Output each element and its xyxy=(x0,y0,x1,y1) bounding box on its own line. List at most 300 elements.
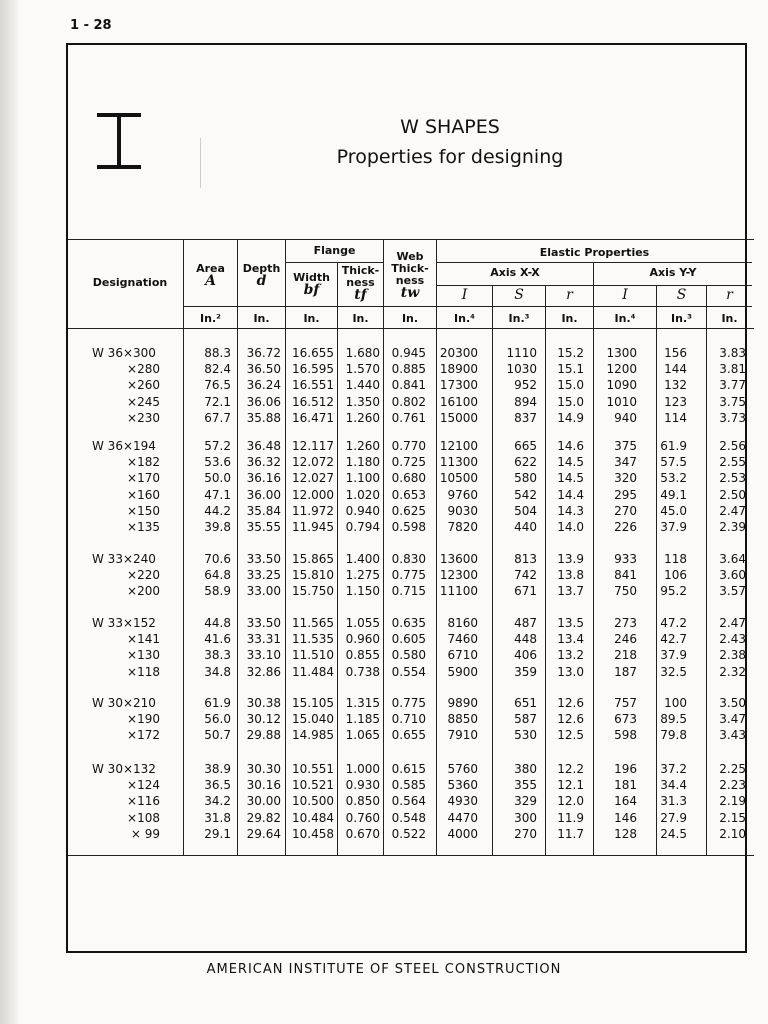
value-cell: 1.260 xyxy=(345,439,380,453)
value-cell: 2.43 xyxy=(719,632,746,647)
designation-cell: W 36×194 xyxy=(92,439,156,453)
units-rule xyxy=(68,328,754,329)
value-cell: 0.554 xyxy=(391,664,426,679)
value-cell: 33.50 xyxy=(246,552,281,566)
value-cell: 7820 xyxy=(447,520,478,534)
value-cell: 15.040 xyxy=(292,712,334,727)
table-row xyxy=(0,362,768,378)
table-row xyxy=(0,378,768,394)
value-cell: 3.47 xyxy=(719,712,746,727)
unit-width: In. xyxy=(303,312,320,325)
designation-cell: ×160 xyxy=(127,487,160,502)
value-cell: 64.8 xyxy=(204,568,231,583)
header-axis-xx: Axis X-X xyxy=(490,266,540,279)
value-cell: 14.5 xyxy=(557,471,584,486)
value-cell: 100 xyxy=(664,696,687,710)
designation-cell: ×130 xyxy=(127,648,160,663)
designation-cell: W 33×152 xyxy=(92,616,156,630)
value-cell: 10.521 xyxy=(292,778,334,793)
value-cell: 123 xyxy=(664,394,687,409)
table-row xyxy=(0,395,768,411)
value-cell: 406 xyxy=(514,648,537,663)
value-cell: 587 xyxy=(514,712,537,727)
table-row xyxy=(0,439,768,455)
value-cell: 37.9 xyxy=(660,520,687,534)
value-cell: 82.4 xyxy=(204,362,231,377)
value-cell: 598 xyxy=(614,728,637,743)
value-cell: 53.2 xyxy=(660,471,687,486)
designation-cell: W 30×210 xyxy=(92,696,156,710)
header-sxx: S xyxy=(514,287,524,303)
value-cell: 2.19 xyxy=(719,794,746,809)
value-cell: 665 xyxy=(514,439,537,453)
designation-cell: × 99 xyxy=(130,826,160,841)
value-cell: 0.930 xyxy=(345,778,380,793)
value-cell: 757 xyxy=(614,696,637,710)
header-thickness-line2: ness xyxy=(346,276,375,289)
divider-mark xyxy=(200,138,201,188)
designation-cell: ×182 xyxy=(127,455,160,470)
value-cell: 4470 xyxy=(447,810,478,825)
designation-cell: ×190 xyxy=(127,712,160,727)
value-cell: 14.4 xyxy=(557,487,584,502)
value-cell: 42.7 xyxy=(660,632,687,647)
value-cell: 0.945 xyxy=(391,346,426,360)
designation-cell: ×200 xyxy=(127,584,160,599)
header-width-label: Width xyxy=(293,271,330,284)
value-cell: 1.400 xyxy=(345,552,380,566)
unit-depth: In. xyxy=(253,312,270,325)
value-cell: 504 xyxy=(514,503,537,518)
table-row xyxy=(0,616,768,632)
value-cell: 0.522 xyxy=(391,826,426,841)
value-cell: 1010 xyxy=(606,394,637,409)
header-web-symbol: tw xyxy=(400,285,420,301)
value-cell: 0.855 xyxy=(345,648,380,663)
table-row xyxy=(0,712,768,728)
value-cell: 1.260 xyxy=(345,410,380,425)
value-cell: 1200 xyxy=(606,362,637,377)
header-web-line2: Thick- xyxy=(391,262,429,275)
value-cell: 2.25 xyxy=(719,762,746,776)
value-cell: 57.2 xyxy=(204,439,231,453)
designation-cell: ×170 xyxy=(127,471,160,486)
value-cell: 12.1 xyxy=(557,778,584,793)
value-cell: 164 xyxy=(614,794,637,809)
value-cell: 15.105 xyxy=(292,696,334,710)
value-cell: 0.770 xyxy=(391,439,426,453)
value-cell: 44.2 xyxy=(204,503,231,518)
value-cell: 3.83 xyxy=(719,346,746,360)
value-cell: 13.2 xyxy=(557,648,584,663)
value-cell: 530 xyxy=(514,728,537,743)
value-cell: 61.9 xyxy=(204,696,231,710)
value-cell: 128 xyxy=(614,826,637,841)
value-cell: 0.715 xyxy=(391,584,426,599)
value-cell: 11.9 xyxy=(557,810,584,825)
value-cell: 61.9 xyxy=(660,439,687,453)
value-cell: 33.31 xyxy=(246,632,281,647)
value-cell: 72.1 xyxy=(204,394,231,409)
value-cell: 36.16 xyxy=(246,471,281,486)
header-ixx: I xyxy=(461,287,468,303)
value-cell: 2.39 xyxy=(719,520,746,534)
value-cell: 448 xyxy=(514,632,537,647)
header-iyy: I xyxy=(622,287,628,303)
value-cell: 44.8 xyxy=(204,616,231,630)
value-cell: 673 xyxy=(614,712,637,727)
value-cell: 0.585 xyxy=(391,778,426,793)
value-cell: 0.738 xyxy=(345,664,380,679)
value-cell: 295 xyxy=(614,487,637,502)
header-web-line3: ness xyxy=(395,274,425,287)
value-cell: 36.5 xyxy=(204,778,231,793)
value-cell: 0.841 xyxy=(391,378,426,393)
value-cell: 11.510 xyxy=(292,648,334,663)
value-cell: 380 xyxy=(514,762,537,776)
value-cell: 14.985 xyxy=(292,728,334,743)
value-cell: 837 xyxy=(514,410,537,425)
value-cell: 31.3 xyxy=(660,794,687,809)
value-cell: 246 xyxy=(614,632,637,647)
table-row xyxy=(0,632,768,648)
table-row xyxy=(0,762,768,778)
value-cell: 36.24 xyxy=(246,378,281,393)
value-cell: 0.615 xyxy=(391,762,426,776)
value-cell: 50.0 xyxy=(204,471,231,486)
value-cell: 9760 xyxy=(447,487,478,502)
value-cell: 1.000 xyxy=(345,762,380,776)
value-cell: 32.86 xyxy=(246,664,281,679)
value-cell: 0.725 xyxy=(391,455,426,470)
designation-cell: ×220 xyxy=(127,568,160,583)
value-cell: 67.7 xyxy=(204,410,231,425)
value-cell: 30.12 xyxy=(246,712,281,727)
value-cell: 2.56 xyxy=(719,439,746,453)
table-row xyxy=(0,696,768,712)
header-top-rule xyxy=(68,239,754,240)
table-row xyxy=(0,471,768,487)
table-row xyxy=(0,568,768,584)
value-cell: 37.2 xyxy=(660,762,687,776)
header-web-line1: Web xyxy=(396,250,424,263)
designation-cell: W 36×300 xyxy=(92,346,156,360)
value-cell: 11100 xyxy=(439,584,478,599)
designation-cell: ×124 xyxy=(127,778,160,793)
value-cell: 7460 xyxy=(447,632,478,647)
value-cell: 1.680 xyxy=(345,346,380,360)
value-cell: 10500 xyxy=(439,471,478,486)
page-number: 1 - 28 xyxy=(70,18,112,33)
value-cell: 144 xyxy=(664,362,687,377)
value-cell: 13.7 xyxy=(557,584,584,599)
value-cell: 32.5 xyxy=(660,664,687,679)
value-cell: 1.100 xyxy=(345,471,380,486)
value-cell: 58.9 xyxy=(204,584,231,599)
table-row xyxy=(0,346,768,362)
value-cell: 36.72 xyxy=(246,346,281,360)
value-cell: 11.565 xyxy=(292,616,334,630)
value-cell: 359 xyxy=(514,664,537,679)
value-cell: 8160 xyxy=(447,616,478,630)
value-cell: 10.484 xyxy=(292,810,334,825)
value-cell: 35.88 xyxy=(246,410,281,425)
header-axis-yy: Axis Y-Y xyxy=(649,266,697,279)
designation-cell: W 33×240 xyxy=(92,552,156,566)
value-cell: 2.47 xyxy=(719,503,746,518)
table-bottom-rule xyxy=(68,855,754,856)
value-cell: 0.653 xyxy=(391,487,426,502)
page-title: W SHAPES xyxy=(400,116,500,138)
value-cell: 146 xyxy=(614,810,637,825)
unit-iyy: In.⁴ xyxy=(614,312,636,325)
value-cell: 14.6 xyxy=(557,439,584,453)
value-cell: 3.50 xyxy=(719,696,746,710)
value-cell: 15000 xyxy=(439,410,478,425)
value-cell: 70.6 xyxy=(204,552,231,566)
value-cell: 89.5 xyxy=(660,712,687,727)
value-cell: 270 xyxy=(614,503,637,518)
value-cell: 270 xyxy=(514,826,537,841)
elastic-rule xyxy=(436,262,752,263)
value-cell: 3.64 xyxy=(719,552,746,566)
value-cell: 95.2 xyxy=(660,584,687,599)
value-cell: 5900 xyxy=(447,664,478,679)
symbol-rule xyxy=(183,306,752,307)
value-cell: 16.595 xyxy=(292,362,334,377)
value-cell: 3.75 xyxy=(719,394,746,409)
value-cell: 27.9 xyxy=(660,810,687,825)
value-cell: 0.580 xyxy=(391,648,426,663)
unit-syy: In.³ xyxy=(671,312,692,325)
value-cell: 0.635 xyxy=(391,616,426,630)
value-cell: 0.940 xyxy=(345,503,380,518)
value-cell: 15.750 xyxy=(292,584,334,599)
table-row xyxy=(0,827,768,843)
header-width xyxy=(286,272,337,297)
value-cell: 76.5 xyxy=(204,378,231,393)
value-cell: 10.551 xyxy=(292,762,334,776)
value-cell: 29.82 xyxy=(246,810,281,825)
value-cell: 0.670 xyxy=(345,826,380,841)
header-thickness xyxy=(338,265,383,302)
value-cell: 12.027 xyxy=(292,471,334,486)
value-cell: 952 xyxy=(514,378,537,393)
value-cell: 750 xyxy=(614,584,637,599)
table-row xyxy=(0,778,768,794)
value-cell: 34.2 xyxy=(204,794,231,809)
value-cell: 12.000 xyxy=(292,487,334,502)
value-cell: 11.945 xyxy=(292,520,334,534)
unit-ixx: In.⁴ xyxy=(454,312,475,325)
value-cell: 56.0 xyxy=(204,712,231,727)
value-cell: 375 xyxy=(614,439,637,453)
value-cell: 36.06 xyxy=(246,394,281,409)
value-cell: 1.180 xyxy=(345,455,380,470)
value-cell: 300 xyxy=(514,810,537,825)
value-cell: 6710 xyxy=(447,648,478,663)
value-cell: 15.810 xyxy=(292,568,334,583)
value-cell: 3.57 xyxy=(719,584,746,599)
value-cell: 35.55 xyxy=(246,520,281,534)
value-cell: 0.802 xyxy=(391,394,426,409)
value-cell: 29.88 xyxy=(246,728,281,743)
value-cell: 1.055 xyxy=(345,616,380,630)
value-cell: 5360 xyxy=(447,778,478,793)
value-cell: 1.065 xyxy=(345,728,380,743)
value-cell: 12.0 xyxy=(557,794,584,809)
value-cell: 273 xyxy=(614,616,637,630)
designation-cell: ×280 xyxy=(127,362,160,377)
value-cell: 12.5 xyxy=(557,728,584,743)
value-cell: 36.48 xyxy=(246,439,281,453)
value-cell: 9030 xyxy=(447,503,478,518)
designation-cell: ×118 xyxy=(127,664,160,679)
flange-rule xyxy=(285,262,383,263)
value-cell: 5760 xyxy=(447,762,478,776)
value-cell: 12.2 xyxy=(557,762,584,776)
value-cell: 45.0 xyxy=(660,503,687,518)
value-cell: 36.32 xyxy=(246,455,281,470)
value-cell: 16.655 xyxy=(292,346,334,360)
value-cell: 2.32 xyxy=(719,664,746,679)
table-row xyxy=(0,728,768,744)
designation-cell: ×245 xyxy=(127,394,160,409)
unit-ryy: In. xyxy=(721,312,738,325)
value-cell: 11300 xyxy=(439,455,478,470)
value-cell: 36.00 xyxy=(246,487,281,502)
value-cell: 2.50 xyxy=(719,487,746,502)
value-cell: 4930 xyxy=(447,794,478,809)
header-width-symbol: bf xyxy=(303,282,320,298)
value-cell: 13.8 xyxy=(557,568,584,583)
table-row xyxy=(0,665,768,681)
value-cell: 15.1 xyxy=(557,362,584,377)
value-cell: 0.625 xyxy=(391,503,426,518)
value-cell: 2.38 xyxy=(719,648,746,663)
value-cell: 14.9 xyxy=(557,410,584,425)
unit-area: In.² xyxy=(200,312,221,325)
value-cell: 218 xyxy=(614,648,637,663)
value-cell: 671 xyxy=(514,584,537,599)
value-cell: 0.710 xyxy=(391,712,426,727)
value-cell: 933 xyxy=(614,552,637,566)
table-row xyxy=(0,648,768,664)
value-cell: 13.0 xyxy=(557,664,584,679)
value-cell: 3.77 xyxy=(719,378,746,393)
value-cell: 33.10 xyxy=(246,648,281,663)
value-cell: 841 xyxy=(614,568,637,583)
value-cell: 15.865 xyxy=(292,552,334,566)
value-cell: 2.23 xyxy=(719,778,746,793)
value-cell: 39.8 xyxy=(204,520,231,534)
table-row xyxy=(0,811,768,827)
value-cell: 13.9 xyxy=(557,552,584,566)
designation-cell: ×172 xyxy=(127,728,160,743)
value-cell: 226 xyxy=(614,520,637,534)
value-cell: 47.2 xyxy=(660,616,687,630)
value-cell: 11.535 xyxy=(292,632,334,647)
value-cell: 2.55 xyxy=(719,455,746,470)
value-cell: 622 xyxy=(514,455,537,470)
value-cell: 0.885 xyxy=(391,362,426,377)
value-cell: 0.850 xyxy=(345,794,380,809)
i-beam-icon xyxy=(97,113,141,169)
value-cell: 894 xyxy=(514,394,537,409)
designation-cell: ×108 xyxy=(127,810,160,825)
value-cell: 0.564 xyxy=(391,794,426,809)
value-cell: 50.7 xyxy=(204,728,231,743)
value-cell: 1.185 xyxy=(345,712,380,727)
value-cell: 15.0 xyxy=(557,394,584,409)
value-cell: 1110 xyxy=(506,346,537,360)
value-cell: 2.47 xyxy=(719,616,746,630)
value-cell: 1.440 xyxy=(345,378,380,393)
value-cell: 355 xyxy=(514,778,537,793)
value-cell: 30.30 xyxy=(246,762,281,776)
value-cell: 17300 xyxy=(439,378,478,393)
value-cell: 11.7 xyxy=(557,826,584,841)
value-cell: 79.8 xyxy=(660,728,687,743)
value-cell: 0.775 xyxy=(391,696,426,710)
value-cell: 10.500 xyxy=(292,794,334,809)
value-cell: 181 xyxy=(614,778,637,793)
value-cell: 24.5 xyxy=(660,826,687,841)
value-cell: 14.0 xyxy=(557,520,584,534)
value-cell: 33.00 xyxy=(246,584,281,599)
table-row xyxy=(0,488,768,504)
header-depth-symbol: d xyxy=(256,273,267,289)
value-cell: 15.2 xyxy=(557,346,584,360)
header-designation: Designation xyxy=(92,276,168,289)
value-cell: 38.9 xyxy=(204,762,231,776)
value-cell: 16.551 xyxy=(292,378,334,393)
designation-cell: W 30×132 xyxy=(92,762,156,776)
value-cell: 320 xyxy=(614,471,637,486)
page-subtitle: Properties for designing xyxy=(336,146,564,168)
value-cell: 1300 xyxy=(606,346,637,360)
value-cell: 106 xyxy=(664,568,687,583)
value-cell: 13.5 xyxy=(557,616,584,630)
value-cell: 20300 xyxy=(439,346,478,360)
header-depth xyxy=(238,263,285,288)
value-cell: 114 xyxy=(664,410,687,425)
value-cell: 196 xyxy=(614,762,637,776)
value-cell: 11.972 xyxy=(292,503,334,518)
unit-web: In. xyxy=(401,312,419,325)
value-cell: 18900 xyxy=(439,362,478,377)
value-cell: 3.60 xyxy=(719,568,746,583)
value-cell: 156 xyxy=(664,346,687,360)
value-cell: 347 xyxy=(614,455,637,470)
value-cell: 1090 xyxy=(606,378,637,393)
value-cell: 440 xyxy=(514,520,537,534)
designation-cell: ×141 xyxy=(127,632,160,647)
table-row xyxy=(0,552,768,568)
value-cell: 7910 xyxy=(447,728,478,743)
header-web xyxy=(384,251,436,300)
header-depth-label: Depth xyxy=(242,262,281,275)
value-cell: 29.64 xyxy=(246,826,281,841)
value-cell: 0.548 xyxy=(391,810,426,825)
table-row xyxy=(0,455,768,471)
value-cell: 16100 xyxy=(439,394,478,409)
table-row xyxy=(0,411,768,427)
value-cell: 41.6 xyxy=(204,632,231,647)
designation-cell: ×116 xyxy=(127,794,160,809)
value-cell: 187 xyxy=(614,664,637,679)
footer-publisher: AMERICAN INSTITUTE OF STEEL CONSTRUCTION xyxy=(206,962,562,977)
